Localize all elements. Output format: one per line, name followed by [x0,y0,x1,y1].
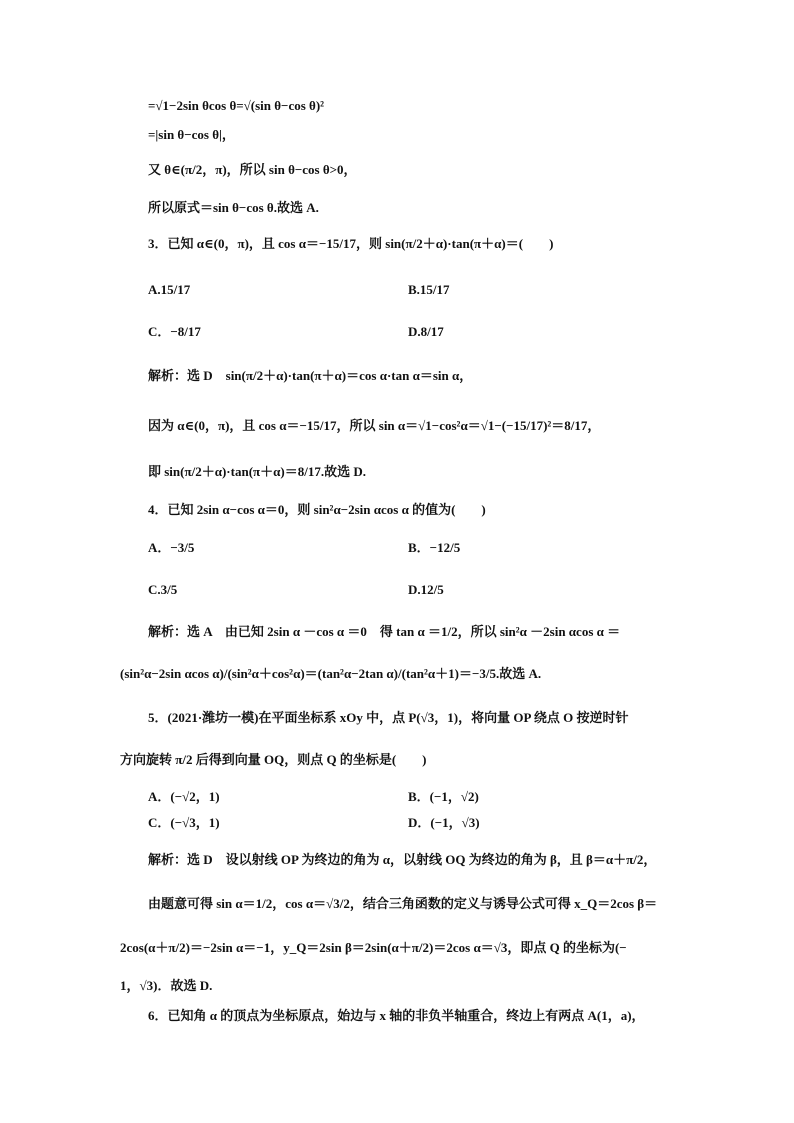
q4-option-a: A．−3/5 [148,540,195,555]
q4-solution-line: (sin²α−2sin αcos α)/(sin²α＋cos²α)＝(tan²α−2tan α)/(tan²α＋1)＝−3/5.故选 A. [120,666,542,681]
question-4-stem: 4．已知 2sin α−cos α＝0，则 sin²α−2sin αcos α 的值为( ) [148,502,486,517]
solution-line: 又 θ∈(π/2，π)，所以 sin θ−cos θ>0， [148,162,357,177]
q5-option-c: C．(−√3，1) [148,815,220,830]
q4-option-d: D.12/5 [408,582,444,597]
q4-solution-line: 解析：选 A 由已知 2sin α －cos α ＝0 得 tan α ＝1/2，所以 sin²α －2sin αcos α ＝ [148,624,621,639]
q5-solution-line: 2cos(α＋π/2)＝−2sin α＝−1，y_Q＝2sin β＝2sin(α＋π/2)＝2cos α＝√3，即点 Q 的坐标为(− [120,940,627,955]
q3-solution-line: 解析：选 D sin(π/2＋α)·tan(π＋α)＝cos α·tan α＝sin α， [148,368,473,383]
solution-line: =√1−2sin θcos θ=√(sin θ−cos θ)² [148,98,325,113]
q5-option-a: A．(−√2，1) [148,789,220,804]
solution-line: =|sin θ−cos θ|， [148,127,235,142]
q4-option-c: C.3/5 [148,582,178,597]
q3-option-b: B.15/17 [408,282,450,297]
q3-solution-line: 即 sin(π/2＋α)·tan(π＋α)＝8/17.故选 D. [148,464,366,479]
question-3-stem: 3．已知 α∈(0，π)，且 cos α＝−15/17，则 sin(π/2＋α)·tan(π＋α)＝( ) [148,236,554,251]
q5-solution-line: 解析：选 D 设以射线 OP 为终边的角为 α，以射线 OQ 为终边的角为 β，且 β＝α＋π/2， [148,852,657,867]
q4-option-b: B．−12/5 [408,540,461,555]
q3-solution-line: 因为 α∈(0，π)，且 cos α＝−15/17，所以 sin α＝√1−cos²α＝√1−(−15/17)²＝8/17， [148,418,601,433]
q5-solution-line: 由题意可得 sin α＝1/2，cos α＝√3/2，结合三角函数的定义与诱导公式可得 x_Q＝2cos β＝ [148,896,658,911]
solution-line: 所以原式＝sin θ−cos θ.故选 A. [148,200,319,215]
q5-option-b: B．(−1，√2) [408,789,479,804]
q5-option-d: D．(−1，√3) [408,815,480,830]
question-5-stem: 5．(2021·潍坊一模)在平面坐标系 xOy 中，点 P(√3，1)，将向量 OP 绕点 O 按逆时针 [148,710,629,725]
question-5-stem: 方向旋转 π/2 后得到向量 OQ，则点 Q 的坐标是( ) [120,752,427,767]
q3-option-a: A.15/17 [148,282,191,297]
q3-option-d: D.8/17 [408,324,444,339]
q3-option-c: C．−8/17 [148,324,201,339]
q5-solution-line: 1，√3)．故选 D. [120,978,213,993]
question-6-stem: 6．已知角 α 的顶点为坐标原点，始边与 x 轴的非负半轴重合，终边上有两点 A(1，a)， [148,1008,645,1023]
